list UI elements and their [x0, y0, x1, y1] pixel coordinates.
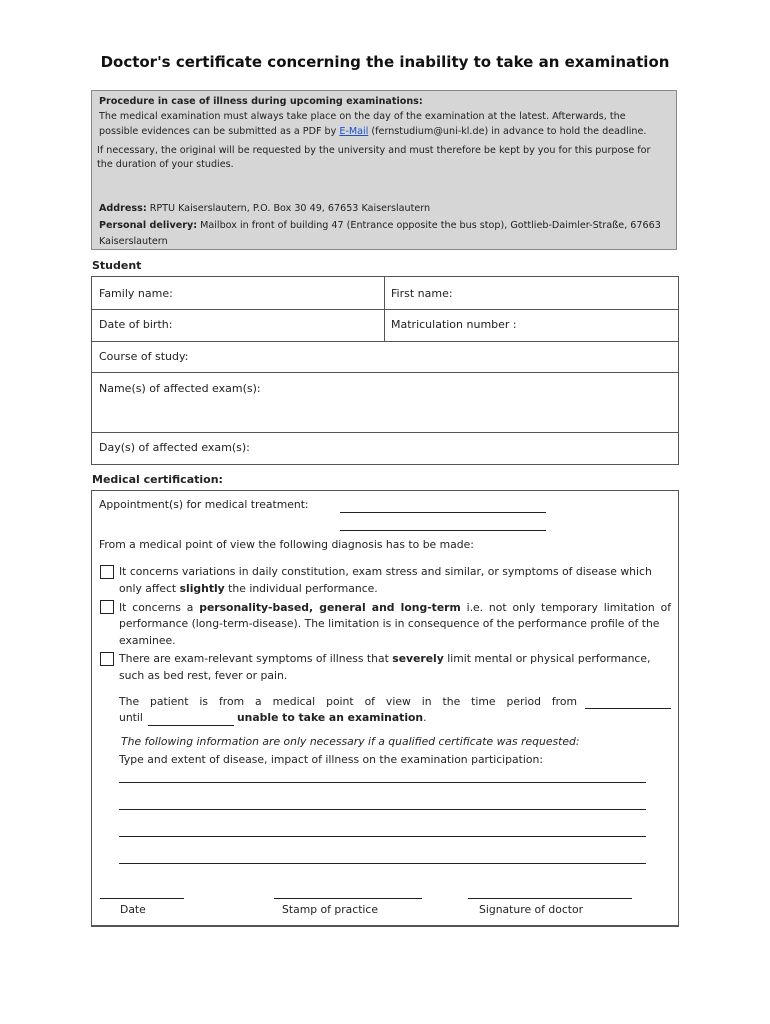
- row-divider: [92, 432, 678, 433]
- disease-info-line-3[interactable]: [119, 836, 646, 837]
- option-2-checkbox[interactable]: [100, 600, 114, 614]
- signature-blank[interactable]: [468, 898, 632, 899]
- appointment-blank-2[interactable]: [340, 530, 546, 531]
- date-label: Date: [120, 903, 146, 916]
- signature-label: Signature of doctor: [479, 903, 584, 916]
- row-divider: [92, 341, 678, 342]
- affected-exams-field[interactable]: Name(s) of affected exam(s):: [99, 382, 261, 395]
- email-link[interactable]: E-Mail: [339, 126, 369, 137]
- option-1-checkbox[interactable]: [100, 565, 114, 579]
- stamp-label: Stamp of practice: [282, 903, 379, 916]
- option-3-text-2: such as bed rest, fever or pain.: [119, 669, 288, 682]
- date-of-birth-field[interactable]: Date of birth:: [99, 318, 173, 331]
- disease-info-line-2[interactable]: [119, 809, 646, 810]
- medical-certification-heading: Medical certification:: [92, 473, 223, 486]
- column-divider: [384, 277, 385, 341]
- appointments-label: Appointment(s) for medical treatment:: [99, 498, 309, 511]
- period-from-blank[interactable]: [585, 708, 671, 709]
- option-3-checkbox[interactable]: [100, 652, 114, 666]
- row-divider: [92, 372, 678, 373]
- student-heading: Student: [92, 259, 142, 272]
- procedure-line-4: the duration of your studies.: [97, 159, 234, 170]
- option-2-text-3: examinee.: [119, 634, 176, 647]
- disease-info-line-4[interactable]: [119, 863, 646, 864]
- appointment-blank-1[interactable]: [340, 512, 546, 513]
- procedure-heading: Procedure in case of illness during upcoming examinations:: [99, 96, 423, 107]
- student-table: [91, 276, 679, 465]
- option-2-text-2: performance (long-term-disease). The limitation is in consequence of the performance profile of the: [119, 617, 660, 630]
- date-blank[interactable]: [100, 898, 184, 899]
- procedure-info-box: [91, 90, 677, 250]
- affected-exam-days-field[interactable]: Day(s) of affected exam(s):: [99, 441, 250, 454]
- procedure-line-3: If necessary, the original will be requested by the university and must therefore be kept by you for this purpose for: [97, 145, 651, 156]
- family-name-field[interactable]: Family name:: [99, 287, 173, 300]
- matriculation-number-field[interactable]: Matriculation number :: [391, 318, 517, 331]
- delivery-line: Personal delivery: Mailbox in front of building 47 (Entrance opposite the bus stop), Gottlieb-Daimler-Straße, 67663: [99, 220, 661, 231]
- diagnosis-intro: From a medical point of view the following diagnosis has to be made:: [99, 538, 474, 551]
- address-line: Address: RPTU Kaiserslautern, P.O. Box 30 49, 67653 Kaiserslautern: [99, 203, 431, 214]
- type-extent-label: Type and extent of disease, impact of illness on the examination participation:: [119, 753, 543, 766]
- delivery-line-2: Kaiserslautern: [99, 236, 168, 247]
- option-3-text: There are exam-relevant symptoms of illness that severely limit mental or physical performance,: [119, 652, 651, 665]
- qualified-note: The following information are only necessary if a qualified certificate was requested:: [121, 735, 580, 748]
- option-2-text: It concerns a personality-based, general and long-term i.e. not only temporary limitation of: [119, 601, 671, 614]
- procedure-line-2: possible evidences can be submitted as a PDF by E-Mail (fernstudium@uni-kl.de) in advance to hold the deadline.: [99, 126, 647, 137]
- option-1-text-2: only affect slightly the individual performance.: [119, 582, 378, 595]
- row-divider: [92, 309, 678, 310]
- medical-certification-box: [91, 490, 679, 927]
- procedure-line-1: The medical examination must always take place on the day of the examination at the latest. Afterwards, the: [99, 111, 626, 122]
- until-label: until: [119, 711, 143, 724]
- unable-text: unable to take an examination.: [237, 711, 427, 724]
- disease-info-line-1[interactable]: [119, 782, 646, 783]
- period-until-blank[interactable]: [148, 725, 234, 726]
- stamp-blank[interactable]: [274, 898, 422, 899]
- page-title: Doctor's certificate concerning the inability to take an examination: [100, 53, 670, 71]
- option-1-text: It concerns variations in daily constitution, exam stress and similar, or symptoms of disease which: [119, 565, 652, 578]
- course-of-study-field[interactable]: Course of study:: [99, 350, 189, 363]
- first-name-field[interactable]: First name:: [391, 287, 453, 300]
- patient-period-text: The patient is from a medical point of view in the time period from: [119, 695, 577, 708]
